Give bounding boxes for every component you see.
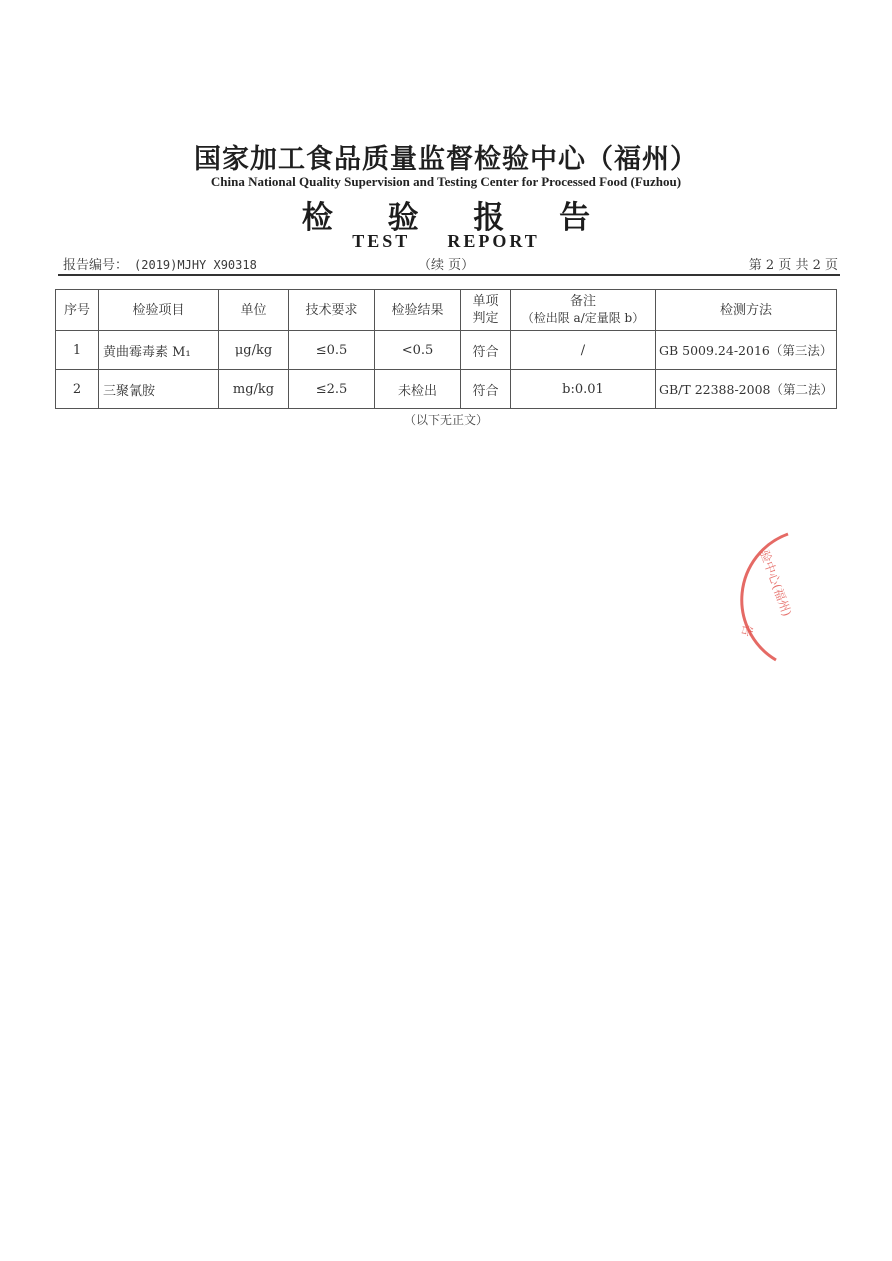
cell-method: GB/T 22388-2008（第二法） [656,370,837,409]
header-unit: 单位 [219,290,289,331]
table-row [56,331,837,370]
header-method: 检测方法 [656,290,837,331]
header-requirement: 技术要求 [289,290,375,331]
header-judgment-line2: 判定 [472,311,499,326]
header-remark-line2: （检出限 a/定量限 b） [521,311,645,325]
org-name-en: China National Quality Supervision and Testing Center for Processed Food (Fuzhou) [210,174,682,189]
cell-unit: μg/kg [219,331,289,370]
cell-remark: / [511,331,656,370]
table-row [56,370,837,409]
header-remark [511,290,656,331]
report-number-label: 报告编号： [63,258,129,273]
cell-requirement: ≤0.5 [289,331,375,370]
seal-text-bottom: 告 [738,623,755,638]
header-judgment-line1: 单项 [472,294,499,309]
official-seal-stamp [728,522,808,672]
cell-item: 黄曲霉毒素 M₁ [99,331,219,370]
cell-judgment: 符合 [461,331,511,370]
report-title-cn: 检 验 报 告 [301,200,613,236]
cell-remark: b:0.01 [511,370,656,409]
table-header-row [56,290,837,331]
header-result: 检验结果 [375,290,461,331]
end-note: （以下无正文） [403,413,488,427]
header-no: 序号 [56,290,99,331]
seal-text: 验中心(福州) [757,548,795,619]
report-number-value: (2019)MJHY X90318 [134,258,257,272]
cell-result: 未检出 [375,370,461,409]
page-info: 第 2 页 共 2 页 [748,258,838,273]
report-meta [63,254,838,274]
cell-method: GB 5009.24-2016（第三法） [656,331,837,370]
header-remark-line1: 备注 [569,294,596,309]
report-number [63,254,257,273]
results-table [55,289,837,409]
header-judgment [461,290,511,331]
cell-no: 2 [56,370,99,409]
cell-judgment: 符合 [461,370,511,409]
cell-unit: mg/kg [219,370,289,409]
org-name-cn: 国家加工食品质量监督检验中心（福州） [194,144,698,175]
cell-requirement: ≤2.5 [289,370,375,409]
report-title-en: TEST REPORT [352,231,540,251]
header-item: 检验项目 [99,290,219,331]
continued-label: （续 页） [418,258,475,273]
header-divider [58,274,840,276]
cell-item: 三聚氰胺 [99,370,219,409]
cell-no: 1 [56,331,99,370]
cell-result: <0.5 [375,331,461,370]
